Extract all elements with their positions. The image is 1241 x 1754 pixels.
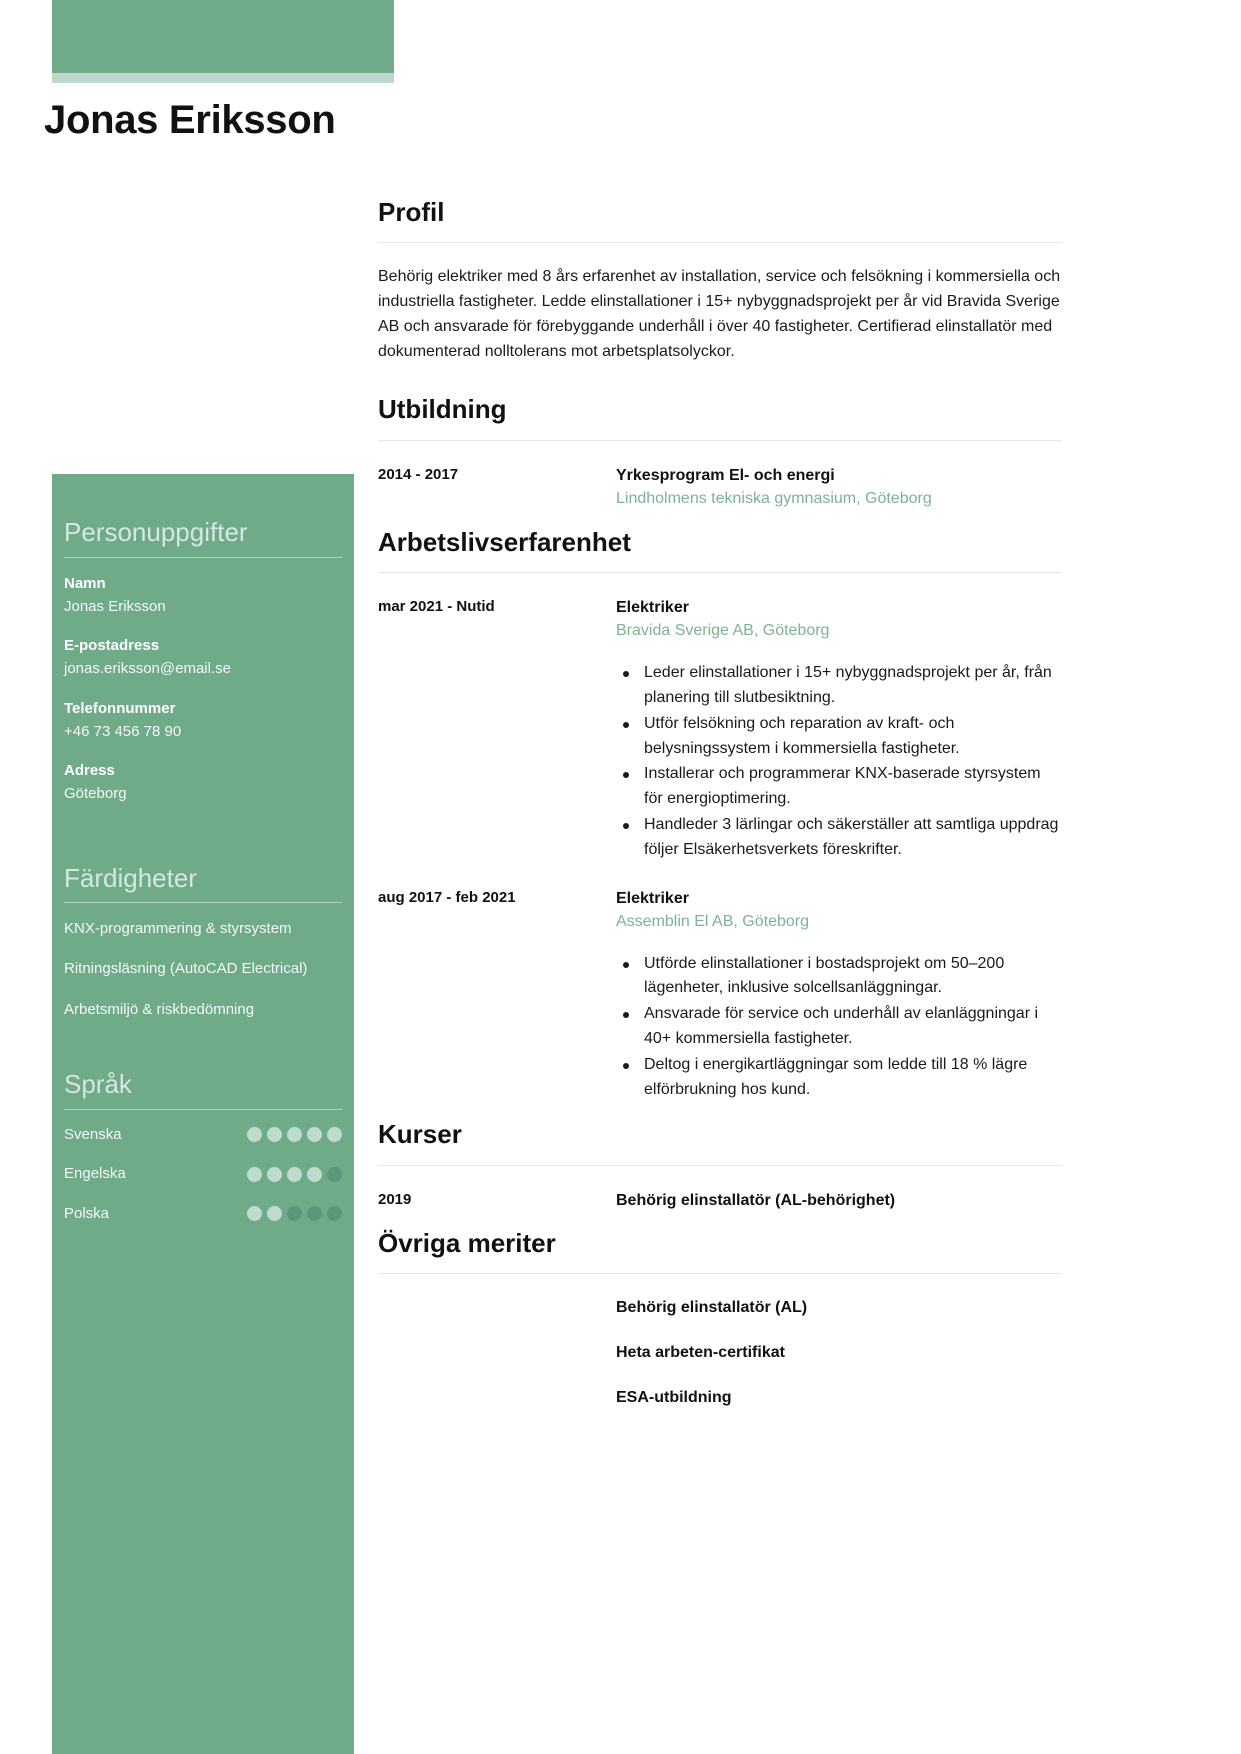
language-name: Polska [64,1204,110,1222]
proficiency-dot-filled [247,1206,262,1221]
skill-item: Arbetsmiljö & riskbedömning [64,1000,255,1018]
personal-field-value: Göteborg [64,785,127,803]
experience-bullet: Leder elinstallationer i 15+ nybyggnadsprojekt per år, från planering till slutbesiktning. [616,661,1062,711]
experience-entry [378,573,1062,864]
sidebar-heading-personal: Personuppgifter [64,517,248,547]
experience-entry-role: Elektriker [616,889,689,907]
proficiency-dot-filled [287,1127,302,1142]
merit-name: ESA-utbildning [616,1389,732,1407]
sidebar-section-skills [64,850,342,1021]
experience-entry-bullets [616,952,1062,1103]
language-row [64,1124,342,1147]
profile-summary-text: Behörig elektriker med 8 års erfarenhet av installation, service och felsökning i kommersiella och industriella fastigheter. Ledde elinstallationer i 15+ nybyggnadsprojekt per år vid Bravida Sverige AB och ansvarade för förebyggande underhåll i över 40 fastigheter. Certifierad elinstallatör med dokumenterad nolltolerans mot arbetsplatsolyckor. [378,268,1061,360]
experience-bullet: Deltog i energikartläggningar som ledde till 18 % lägre elförbrukning hos kund. [616,1053,1062,1103]
proficiency-dot-filled [247,1127,262,1142]
section-education [378,382,1062,510]
proficiency-dot-filled [247,1167,262,1182]
merit-row [378,1319,1062,1364]
section-experience [378,515,1062,1104]
skill-item: KNX-programmering & styrsystem [64,920,292,938]
proficiency-dot-empty [307,1206,322,1221]
experience-bullet: Ansvarade för service och underhåll av elanläggningar i 40+ kommersiella fastigheter. [616,1002,1062,1052]
experience-entry [378,864,1062,1104]
sidebar-divider-languages [64,1109,342,1110]
proficiency-dot-filled [327,1127,342,1142]
course-entry-title: Behörig elinstallatör (AL-behörighet) [616,1191,896,1209]
education-entry-date: 2014 - 2017 [378,465,459,483]
section-title-courses: Kurser [378,1119,462,1150]
education-entry-body [616,464,1062,511]
merit-name: Heta arbeten-certifikat [616,1344,785,1362]
personal-field [64,759,342,806]
personal-field-label: Telefonnummer [64,699,176,717]
education-entry-title: Yrkesprogram El- och energi [616,466,835,484]
sidebar-section-languages [64,1056,342,1225]
course-entry-body [616,1189,1062,1212]
experience-entry-body [616,596,1062,864]
merit-row [378,1364,1062,1409]
course-entry-date: 2019 [378,1190,412,1208]
proficiency-dot-filled [267,1127,282,1142]
section-courses [378,1107,1062,1211]
proficiency-dot-filled [267,1206,282,1221]
skill-item: Ritningsläsning (AutoCAD Electrical) [64,960,308,978]
merit-spacer [378,1386,616,1409]
education-entry [378,441,1062,511]
section-title-profile: Profil [378,197,445,227]
language-row [64,1203,342,1226]
experience-bullet: Handleder 3 lärlingar och säkerställer att samtliga uppdrag följer Elsäkerhetsverkets föreskrifter. [616,813,1062,863]
sidebar-heading-languages: Språk [64,1068,132,1099]
proficiency-dot-filled [267,1167,282,1182]
header-banner-block [52,0,394,73]
language-level-dots [247,1167,342,1182]
merit-spacer [378,1296,616,1319]
sidebar [52,474,354,1754]
main-content [378,185,1062,1414]
section-profile [378,185,1062,378]
proficiency-dot-filled [307,1167,322,1182]
language-level-dots [247,1127,342,1142]
proficiency-dot-filled [307,1127,322,1142]
page-title: Jonas Eriksson [44,98,336,142]
experience-entry-body [616,887,1062,1104]
personal-field [64,634,342,681]
sidebar-divider-personal [64,557,342,558]
experience-entry-date: aug 2017 - feb 2021 [378,888,516,906]
sidebar-section-personal [64,504,342,806]
education-entry-institution: Lindholmens tekniska gymnasium, Göteborg [616,489,932,507]
personal-field-label: Adress [64,762,115,780]
personal-field-value: Jonas Eriksson [64,597,166,615]
experience-entry-company: Bravida Sverige AB, Göteborg [616,622,830,640]
language-level-dots [247,1206,342,1221]
experience-entry-role: Elektriker [616,598,689,616]
proficiency-dot-empty [327,1167,342,1182]
personal-field [64,697,342,744]
personal-field-value: +46 73 456 78 90 [64,722,182,740]
proficiency-dot-empty [327,1206,342,1221]
sidebar-heading-skills: Färdigheter [64,862,197,893]
section-title-experience: Arbetslivserfarenhet [378,526,631,557]
section-title-education: Utbildning [378,394,507,425]
spacer [64,1038,342,1056]
spacer [64,822,342,850]
section-other-merits [378,1216,1062,1410]
language-name: Svenska [64,1125,122,1143]
proficiency-dot-empty [287,1206,302,1221]
experience-bullet: Installerar och programmerar KNX-baserade styrsystem för energioptimering. [616,762,1062,812]
header-banner-accent-bar [52,73,394,83]
merit-name: Behörig elinstallatör (AL) [616,1299,808,1317]
experience-entry-company: Assemblin El AB, Göteborg [616,912,809,930]
personal-field-value: jonas.eriksson@email.se [64,660,231,678]
sidebar-divider-skills [64,902,342,903]
section-title-other-merits: Övriga meriter [378,1227,556,1258]
merit-spacer [378,1341,616,1364]
experience-bullet: Utför felsökning och reparation av kraft- och belysningssystem i kommersiella fastigheter. [616,712,1062,762]
experience-entry-date: mar 2021 - Nutid [378,597,495,615]
language-row [64,1163,342,1186]
experience-entry-bullets [616,661,1062,862]
merit-row [378,1274,1062,1319]
proficiency-dot-filled [287,1167,302,1182]
personal-field [64,572,342,619]
personal-field-label: Namn [64,574,106,592]
experience-bullet: Utförde elinstallationer i bostadsprojekt om 50–200 lägenheter, inklusive solcellsanläggningar. [616,952,1062,1002]
course-entry [378,1166,1062,1212]
personal-field-label: E-postadress [64,637,160,655]
language-name: Engelska [64,1165,126,1183]
